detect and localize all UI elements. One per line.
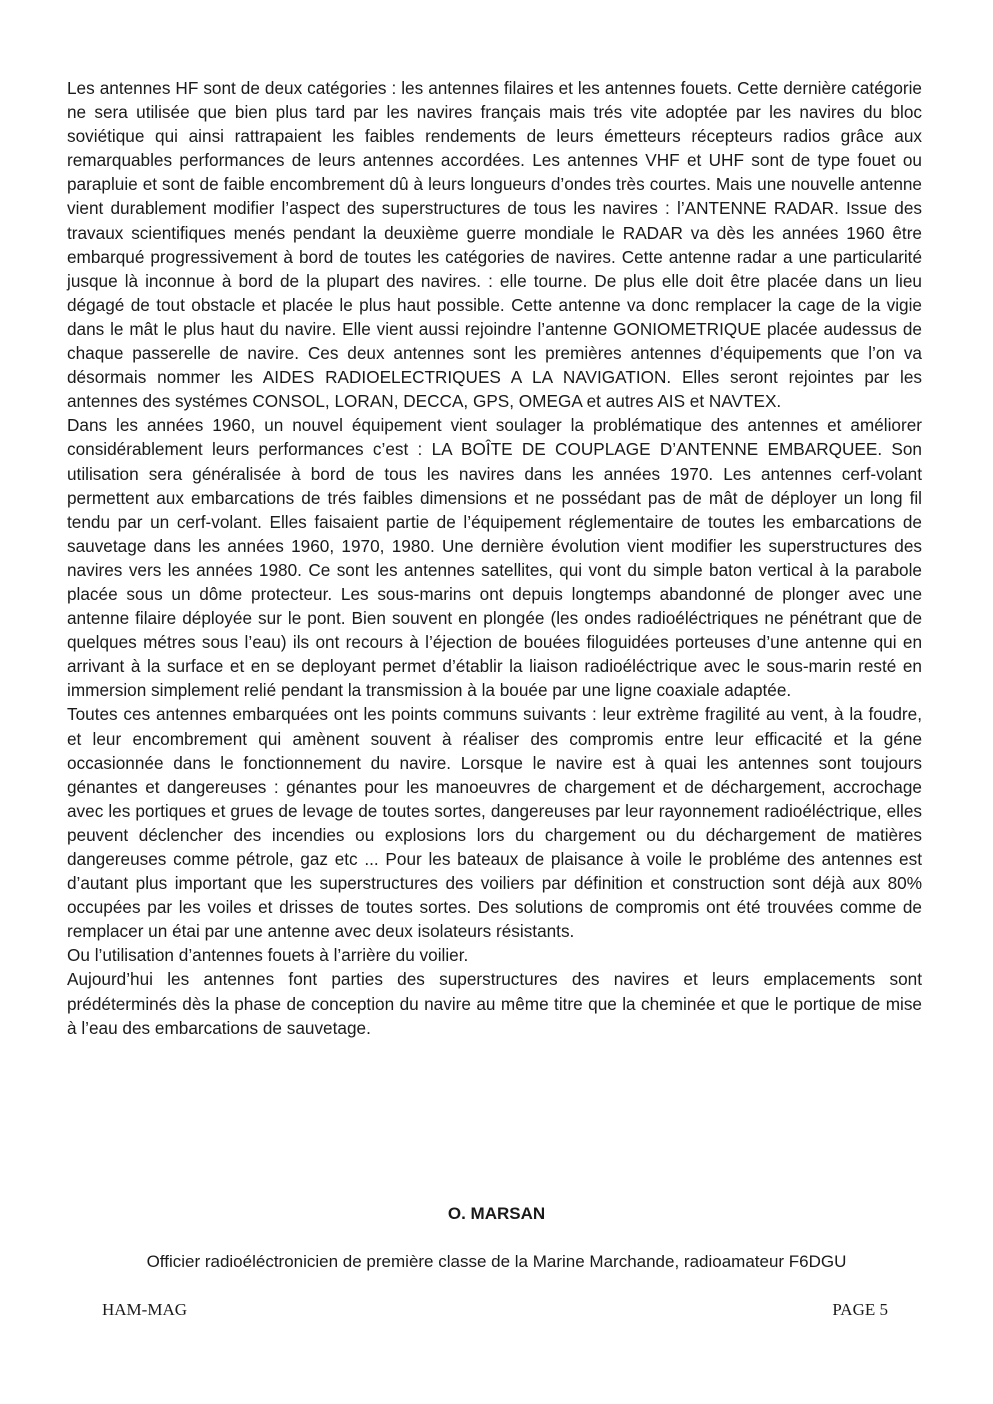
- paragraph-whip-antennas: Ou l’utilisation d’antennes fouets à l’arrière du voilier.: [67, 945, 469, 966]
- article-body: [67, 76, 922, 1040]
- paragraph-coupling-box: Dans les années 1960, un nouvel équipement vient soulager la problématique des antennes et améliorer considérablement leurs performances c’est : LA BOÎTE DE COUPLAGE D’ANTENNE EMBARQUEE. Son utilisation sera généralisée à bord de tous les navires dans les années 1970. Les antennes cerf-volant permettent aux embarcations de trés faibles dimensions et ne possédant pas de mât de déployer un long fil tendu par un cerf-volant. Elles faisaient partie de l’équipement réglementaire de toutes les embarcations de sauvetage dans les années 1960, 1970, 1980. Une dernière évolution vient modifier les superstructures des navires vers les années 1980. Ce sont les antennes satellites, qui vont du simple baton vertical à la parabole placée sous un dôme protecteur. Les sous-marins ont depuis longtemps abandonné de plonger avec une antenne filaire déployée sur le pont. Bien souvent en plongée (les ondes radioéléctriques ne pénétrant que de quelques métres sous l’eau) ils ont recours à l’éjection de bouées filoguidées porteuses d’une antenne qui en arrivant à la surface et en se deployant permet d’établir la liaison radioéléctrique avec le sous-marin resté en immersion simplement relié pendant la transmission à la bouée par une ligne coaxiale adaptée.: [67, 415, 922, 701]
- paragraph-common-points: Toutes ces antennes embarquées ont les points communs suivants : leur extrème fragilité au vent, à la foudre, et leur encombrement qui amènent souvent à réaliser des compromis entre leur efficacité et la géne occasionnée dans le fonctionnement du navire. Lorsque le navire est à quai les antennes sont toujours génantes et dangereuses : génantes pour les manoeuvres de chargement et de déchargement, accrochage avec les portiques et grues de levage de toutes sortes, dangereuses par leur rayonnement radioéléctrique, elles peuvent déclencher des incendies ou explosions lors du chargement ou du déchargement de matières dangereuses comme pétrole, gaz etc ... Pour les bateaux de plaisance à voile le probléme des antennes est d’autant plus important que les superstructures des voiliers par définition et construction sont déjà aux 80% occupées par les voiles et drisses de toutes sortes. Des solutions de compromis ont été trouvées comme de remplacer un étai par une antenne avec deux isolateurs résistants.: [67, 704, 922, 942]
- author-name: O. MARSAN: [447, 1204, 546, 1223]
- author-role: Officier radioéléctronicien de première classe de la Marine Marchande, radioamateur F6DGU: [146, 1252, 847, 1271]
- paragraph-radar: Les antennes HF sont de deux catégories : les antennes filaires et les antennes fouets. Cette dernière catégorie ne sera utilisée que bien plus tard par les navires français mais trés vite adoptée par les navires du bloc soviétique qui ainsi rattrapaient les faibles rendements de leurs émetteurs récepteurs radios grâce aux remarquables performances de leurs antennes accordées. Les antennes VHF et UHF sont de type fouet ou parapluie et sont de faible encombrement dû à leurs longueurs d’ondes très courtes. Mais une nouvelle antenne vient durablement modifier l’aspect des superstructures de tous les navires : l’ANTENNE RADAR. Issue des travaux scientifiques menés pendant la deuxième guerre mondiale le RADAR va dès les années 1960 être embarqué progressivement à bord de toutes les catégories de navires. Cette antenne radar a une particularité jusque là inconnue à bord de la plupart des navires. : elle tourne. De plus elle doit être placée dans un lieu dégagé de tout obstacle et placée le plus haut possible. Cette antenne va donc remplacer la cage de la vigie dans le mât le plus haut du navire. Elle vient aussi rejoindre l’antenne GONIOMETRIQUE placée audessus de chaque passerelle de navire. Ces deux antennes sont les premières antennes d’équipements que l’on va désormais nommer les AIDES RADIOELECTRIQUES A LA NAVIGATION. Elles seront rejointes par les antennes des systémes CONSOL, LORAN, DECCA, GPS, OMEGA et autres AIS et NAVTEX.: [67, 78, 922, 412]
- footer-publication: HAM-MAG: [102, 1300, 187, 1319]
- paragraph-today: Aujourd’hui les antennes font parties des superstructures des navires et leurs emplacements sont prédéterminés dès la phase de conception du navire au même titre que la cheminée et que le portique de mise à l’eau des embarcations de sauvetage.: [67, 969, 922, 1038]
- footer-page-number: PAGE 5: [832, 1300, 888, 1319]
